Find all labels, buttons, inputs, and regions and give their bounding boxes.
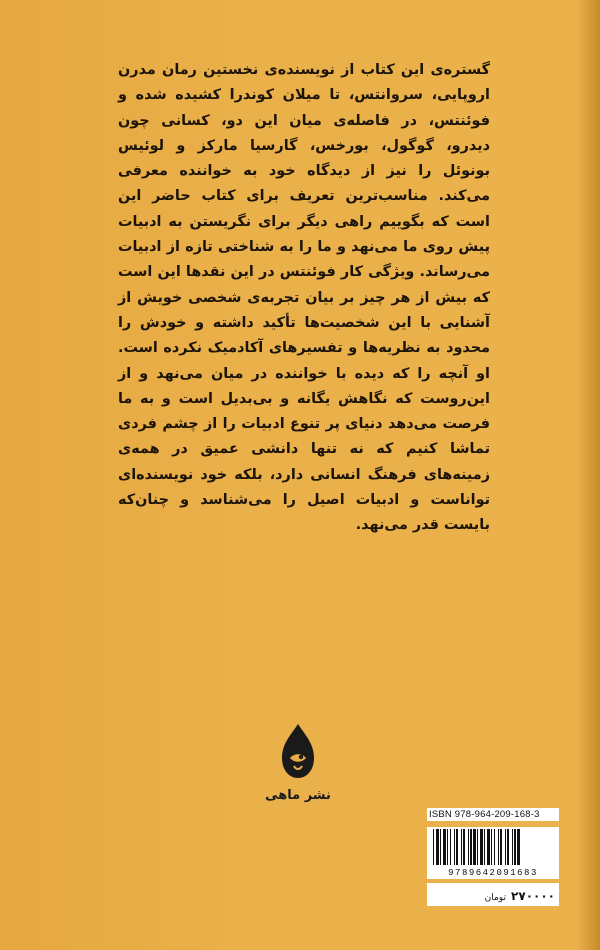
barcode-bar xyxy=(498,829,499,865)
barcode-bar xyxy=(491,829,492,865)
barcode-bar xyxy=(454,829,455,865)
barcode-bar xyxy=(507,829,509,865)
barcode-bar xyxy=(494,829,495,865)
barcode-bar xyxy=(456,829,458,865)
barcode-bar xyxy=(461,829,462,865)
barcode-bar xyxy=(512,829,513,865)
publisher-name: نشر ماهی xyxy=(266,788,330,803)
barcode-bar xyxy=(500,829,502,865)
barcode-block xyxy=(427,808,559,906)
barcode xyxy=(427,827,559,879)
barcode-bar xyxy=(505,829,506,865)
barcode-bar xyxy=(480,829,483,865)
barcode-bar xyxy=(468,829,469,865)
barcode-bar xyxy=(484,829,485,865)
fish-logo-icon xyxy=(266,722,330,806)
price-value: ۲۷۰۰۰۰ xyxy=(511,889,555,903)
price-unit: تومان xyxy=(484,893,506,903)
cover-edge-shade xyxy=(578,0,600,950)
barcode-bar xyxy=(470,829,472,865)
barcode-bar xyxy=(487,829,490,865)
barcode-digits: 9789642091683 xyxy=(448,868,538,878)
barcode-bar xyxy=(433,829,434,865)
price-tag xyxy=(427,883,559,906)
barcode-bar xyxy=(436,829,439,865)
isbn-label: ISBN 978-964-209-168-3 xyxy=(427,808,559,821)
barcode-bar xyxy=(463,829,465,865)
publisher-logo xyxy=(266,722,330,806)
barcode-bar xyxy=(440,829,441,865)
barcode-bar xyxy=(477,829,478,865)
barcode-bar xyxy=(443,829,446,865)
barcode-bar xyxy=(517,829,520,865)
barcode-bar xyxy=(514,829,516,865)
blurb-text: گستره‌ی این کتاب از نویسنده‌ی نخستین رمان مدرن اروپایی، سروانتس، تا میلان کوندرا کشیده شده و فوئنتس، در فاصله‌ی میان این دو، کسانی چون دیدرو، گوگول، بورخس، گارسیا مارکز و لوئیس بونوئل را نیز از دیدگاه خود به خواننده معرفی می‌کند. مناسب‌ترین تعریف برای کتاب حاضر این است که بگوییم راهی دیگر برای نگریستن به ادبیات پیش روی ما می‌نهد و ما را به شناختی تازه از ادبیات می‌رساند. ویژگی کار فوئنتس در این نقدها این است که بیش از هر چیز بر بیان تجربه‌ی شخصی خویش از آشنایی با این شخصیت‌ها تأکید داشته و خودش را محدود به نظریه‌ها و تفسیرهای آکادمیک نکرده است. او آنچه را که دیده با خواننده در میان می‌نهد و از این‌روست که نگاهش یگانه و بی‌بدیل است و به ما فرصت می‌دهد دنیای پر تنوع ادبیات را از چشم فردی تماشا کنیم که نه تنها دانشی عمیق در همه‌ی زمینه‌های فرهنگ انسانی دارد، بلکه خود نویسنده‌ای تواناست و ادبیات اصیل را می‌شناسد و چنان‌که بایست قدر می‌نهد. xyxy=(118,62,490,534)
barcode-bar xyxy=(447,829,448,865)
barcode-bar xyxy=(473,829,476,865)
barcode-bar xyxy=(450,829,451,865)
barcode-bars xyxy=(427,827,559,867)
